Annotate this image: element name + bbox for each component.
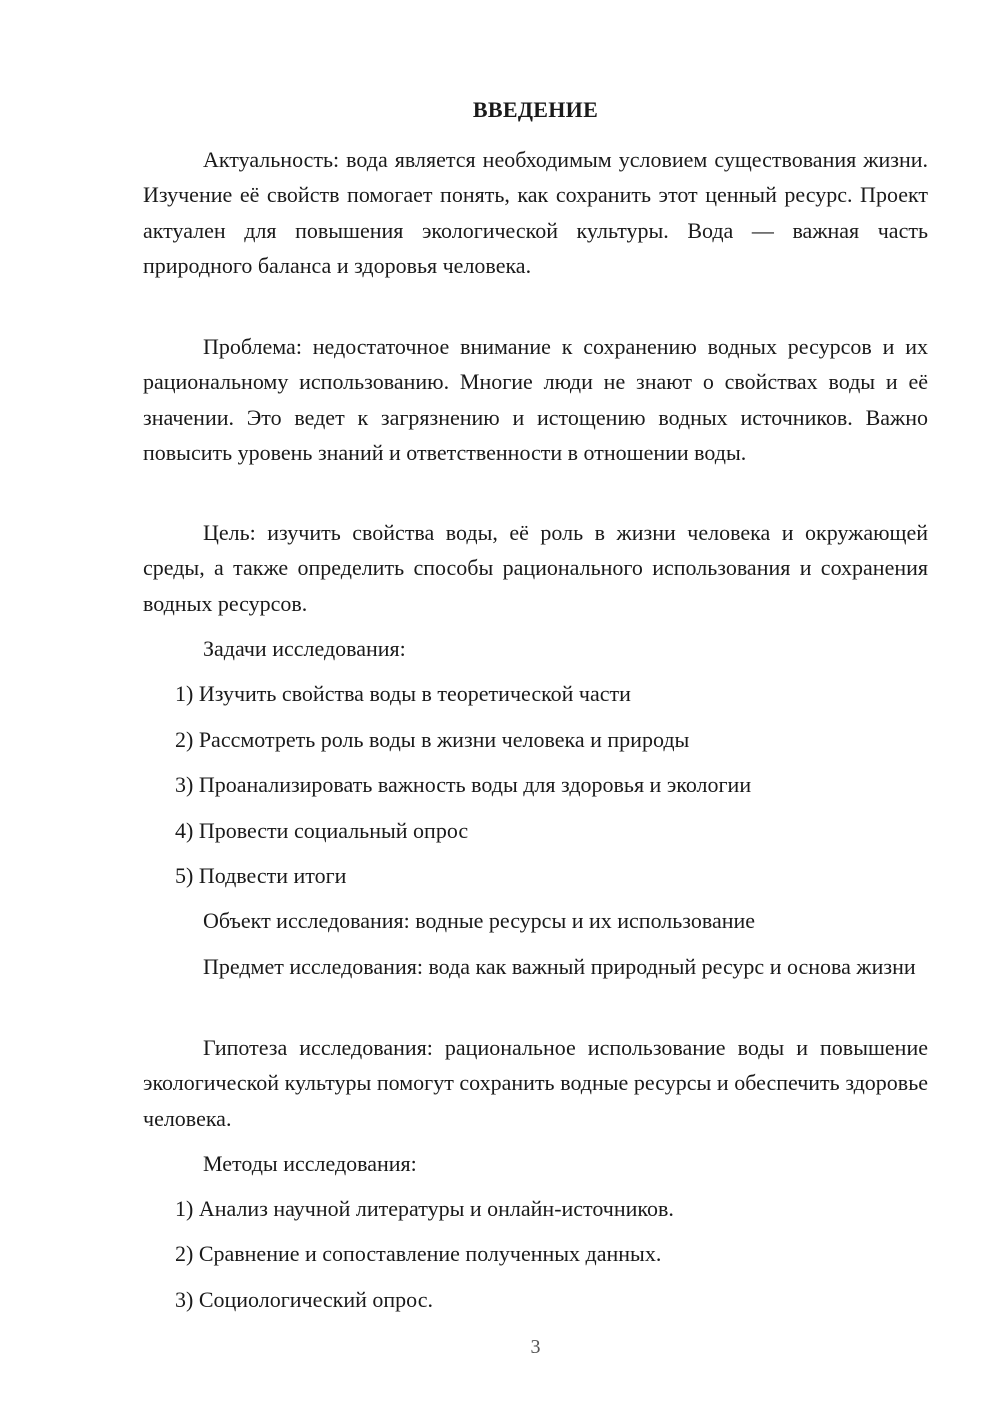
page-number: 3 bbox=[530, 1336, 541, 1358]
document-page bbox=[143, 0, 928, 1414]
task-item: 4) Провести социальный опрос bbox=[175, 818, 469, 843]
object-paragraph: Объект исследования: водные ресурсы и их использование bbox=[203, 908, 756, 933]
goal-paragraph: Цель: изучить свойства воды, её роль в жизни человека и окружающей среды, а также определить способы рационального использования и сохранения водных ресурсов. bbox=[143, 520, 928, 616]
method-item: 3) Социологический опрос. bbox=[175, 1287, 433, 1312]
problem-paragraph: Проблема: недостаточное внимание к сохранению водных ресурсов и их рациональному использованию. Многие люди не знают о свойствах воды и её значении. Это ведет к загрязнению и истощению водных источников. Важно повысить уровень знаний и ответственности в отношении воды. bbox=[143, 334, 928, 465]
methods-title: Методы исследования: bbox=[203, 1151, 417, 1176]
hypothesis-paragraph: Гипотеза исследования: рациональное использование воды и повышение экологической культуры помогут сохранить водные ресурсы и обеспечить здоровье человека. bbox=[143, 1035, 928, 1131]
method-item: 2) Сравнение и сопоставление полученных данных. bbox=[175, 1241, 662, 1266]
subject-paragraph: Предмет исследования: вода как важный природный ресурс и основа жизни bbox=[203, 954, 916, 979]
task-item: 5) Подвести итоги bbox=[175, 863, 347, 888]
actuality-paragraph: Актуальность: вода является необходимым условием существования жизни. Изучение её свойств помогает понять, как сохранить этот ценный ресурс. Проект актуален для повышения экологической культуры. Вода — важная часть природного баланса и здоровья человека. bbox=[143, 147, 928, 278]
task-item: 2) Рассмотреть роль воды в жизни человека и природы bbox=[175, 727, 690, 752]
tasks-title: Задачи исследования: bbox=[203, 636, 406, 661]
method-item: 1) Анализ научной литературы и онлайн-источников. bbox=[175, 1196, 674, 1221]
section-heading: ВВЕДЕНИЕ bbox=[472, 97, 599, 122]
task-item: 3) Проанализировать важность воды для здоровья и экологии bbox=[175, 772, 752, 797]
task-item: 1) Изучить свойства воды в теоретической части bbox=[175, 681, 631, 706]
